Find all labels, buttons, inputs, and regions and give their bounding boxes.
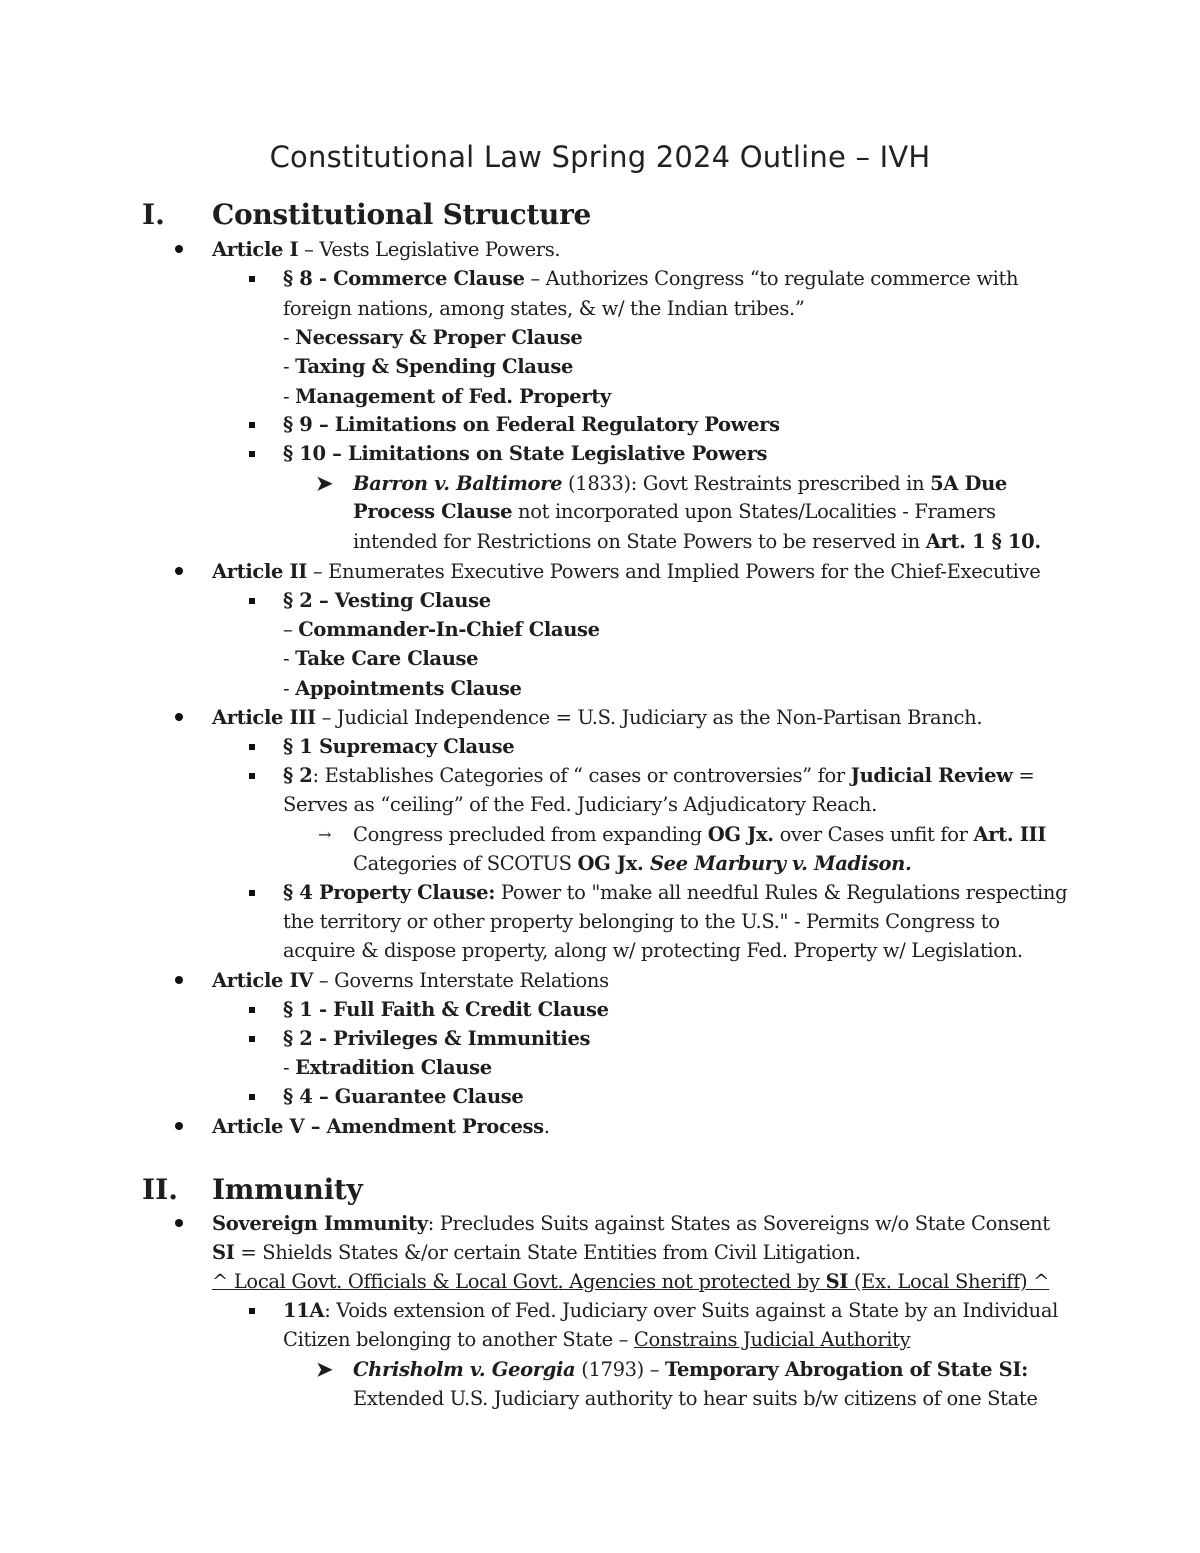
square-bullet-icon bbox=[249, 1007, 255, 1013]
article-iv-line: Article IV – Governs Interstate Relations bbox=[212, 969, 609, 992]
square-bullet-icon bbox=[249, 1036, 255, 1042]
section-numeral: II. bbox=[142, 1173, 178, 1206]
extradition-line: - Extradition Clause bbox=[283, 1056, 492, 1079]
document-title: Constitutional Law Spring 2024 Outline – IVH bbox=[269, 140, 931, 174]
take-care-line: - Take Care Clause bbox=[283, 647, 479, 670]
barron-case-cont: Process Clause not incorporated upon States/Localities - Framers bbox=[353, 500, 996, 523]
section-2-line: § 2: Establishes Categories of “ cases or controversies” for Judicial Review = bbox=[283, 764, 1035, 787]
taxing-spending-line: - Taxing & Spending Clause bbox=[283, 355, 574, 378]
property-clause-cont: acquire & dispose property, along w/ protecting Fed. Property w/ Legislation. bbox=[283, 939, 1023, 962]
bullet-icon bbox=[175, 713, 183, 721]
chrisholm-case-cont: Extended U.S. Judiciary authority to hear suits b/w citizens of one State bbox=[353, 1387, 1038, 1410]
commerce-clause-cont: foreign nations, among states, & w/ the Indian tribes.” bbox=[283, 297, 805, 320]
commerce-clause-line: § 8 - Commerce Clause – Authorizes Congress “to regulate commerce with bbox=[283, 267, 1019, 290]
bullet-icon bbox=[175, 976, 183, 984]
arrowhead-bullet-icon: ➤ bbox=[316, 471, 333, 495]
arrowhead-bullet-icon: ➤ bbox=[316, 1357, 333, 1381]
management-property-line: - Management of Fed. Property bbox=[283, 385, 611, 408]
si-shields-line: SI = Shields States &/or certain State Entities from Civil Litigation. bbox=[212, 1241, 861, 1264]
article-ii-line: Article II – Enumerates Executive Powers and Implied Powers for the Chief-Executive bbox=[212, 560, 1041, 583]
article-iii-line: Article III – Judicial Independence = U.S. Judiciary as the Non-Partisan Branch. bbox=[212, 706, 983, 729]
square-bullet-icon bbox=[249, 1308, 255, 1314]
barron-case-cont: intended for Restrictions on State Powers to be reserved in Art. 1 § 10. bbox=[353, 530, 1041, 553]
bullet-icon bbox=[175, 245, 183, 253]
necessary-proper-line: - Necessary & Proper Clause bbox=[283, 326, 583, 349]
square-bullet-icon bbox=[249, 276, 255, 282]
square-bullet-icon bbox=[249, 451, 255, 457]
section-2-cont: Serves as “ceiling” of the Fed. Judiciary’s Adjudicatory Reach. bbox=[283, 793, 877, 816]
bullet-icon bbox=[175, 567, 183, 575]
vesting-clause-line: § 2 – Vesting Clause bbox=[283, 589, 491, 612]
congress-precluded-line: Congress precluded from expanding OG Jx. over Cases unfit for Art. III bbox=[353, 823, 1047, 846]
privileges-immunities-line: § 2 - Privileges & Immunities bbox=[283, 1027, 591, 1050]
square-bullet-icon bbox=[249, 422, 255, 428]
eleventh-amendment-cont: Citizen belonging to another State – Constrains Judicial Authority bbox=[283, 1328, 911, 1351]
property-clause-cont: the territory or other property belonging to the U.S." - Permits Congress to bbox=[283, 910, 1000, 933]
property-clause-line: § 4 Property Clause: Power to "make all needful Rules & Regulations respecting bbox=[283, 881, 1068, 904]
bullet-icon bbox=[175, 1122, 183, 1130]
square-bullet-icon bbox=[249, 598, 255, 604]
supremacy-clause-line: § 1 Supremacy Clause bbox=[283, 735, 515, 758]
guarantee-clause-line: § 4 – Guarantee Clause bbox=[283, 1085, 524, 1108]
section-10-line: § 10 – Limitations on State Legislative Powers bbox=[283, 442, 768, 465]
square-bullet-icon bbox=[249, 744, 255, 750]
section-heading: Constitutional Structure bbox=[212, 198, 592, 231]
square-bullet-icon bbox=[249, 773, 255, 779]
commander-in-chief-line: – Commander-In-Chief Clause bbox=[283, 618, 600, 641]
sovereign-immunity-line: Sovereign Immunity: Precludes Suits against States as Sovereigns w/o State Consent bbox=[212, 1212, 1050, 1235]
square-bullet-icon bbox=[249, 890, 255, 896]
congress-precluded-cont: Categories of SCOTUS OG Jx. See Marbury v. Madison. bbox=[353, 852, 912, 875]
barron-case-line: Barron v. Baltimore (1833): Govt Restraints prescribed in 5A Due bbox=[353, 472, 1007, 495]
chrisholm-case-line: Chrisholm v. Georgia (1793) – Temporary Abrogation of State SI: bbox=[353, 1358, 1028, 1381]
section-heading: Immunity bbox=[212, 1173, 363, 1206]
appointments-line: - Appointments Clause bbox=[283, 677, 522, 700]
article-v-line: Article V – Amendment Process. bbox=[212, 1115, 550, 1138]
section-9-line: § 9 – Limitations on Federal Regulatory Powers bbox=[283, 413, 780, 436]
full-faith-credit-line: § 1 - Full Faith & Credit Clause bbox=[283, 998, 609, 1021]
bullet-icon bbox=[175, 1219, 183, 1227]
square-bullet-icon bbox=[249, 1094, 255, 1100]
article-i-line: Article I – Vests Legislative Powers. bbox=[212, 238, 561, 261]
local-govt-line: ^ Local Govt. Officials & Local Govt. Agencies not protected by SI (Ex. Local Sheriff) ^ bbox=[212, 1270, 1050, 1293]
section-numeral: I. bbox=[142, 198, 165, 231]
right-arrow-icon: → bbox=[318, 825, 332, 844]
eleventh-amendment-line: 11A: Voids extension of Fed. Judiciary over Suits against a State by an Individual bbox=[283, 1299, 1058, 1322]
